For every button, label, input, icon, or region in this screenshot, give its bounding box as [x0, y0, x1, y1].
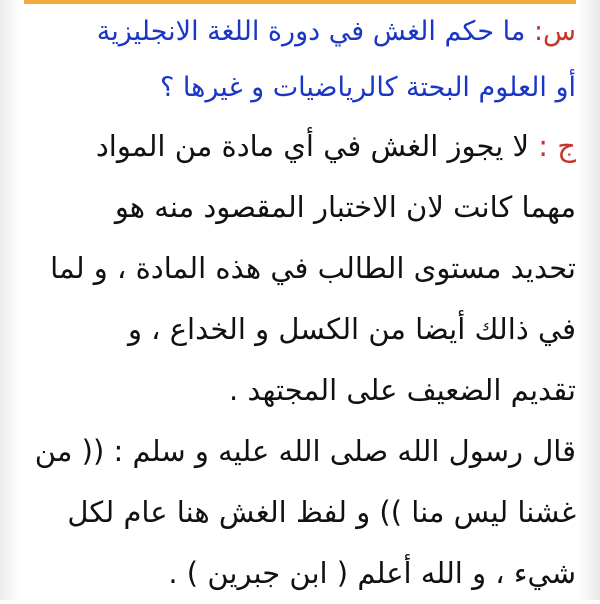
answer-line-1 [26, 116, 576, 177]
question-text-1: ما حكم الغش في دورة اللغة الانجليزية [96, 16, 526, 47]
answer-line-8: شيء ، و الله أعلم ( ابن جبرين ) . [168, 556, 576, 590]
answer-line-7: غشنا ليس منا )) و لفظ الغش هنا عام لكل [67, 495, 576, 529]
answer-line-6: قال رسول الله صلى الله عليه و سلم : (( من [34, 434, 576, 468]
answer-marker: ج : [538, 129, 576, 163]
answer-text-1: لا يجوز الغش في أي مادة من المواد [95, 129, 530, 163]
question-marker: س: [533, 16, 576, 47]
question-line-2 [26, 60, 576, 116]
page-right-edge [578, 0, 600, 600]
question-line-1 [26, 4, 576, 60]
question-text-2: أو العلوم البحتة كالرياضيات و غيرها ؟ [160, 72, 576, 103]
answer-line-5: تقديم الضعيف على المجتهد . [228, 373, 576, 407]
answer-line-4: في ذالك أيضا من الكسل و الخداع ، و [127, 312, 576, 346]
answer-line-3: تحديد مستوى الطالب في هذه المادة ، و لما [50, 251, 576, 285]
page-left-edge [0, 0, 22, 600]
qa-content [24, 4, 576, 600]
answer-line-2: مهما كانت لان الاختبار المقصود منه هو [114, 190, 576, 224]
